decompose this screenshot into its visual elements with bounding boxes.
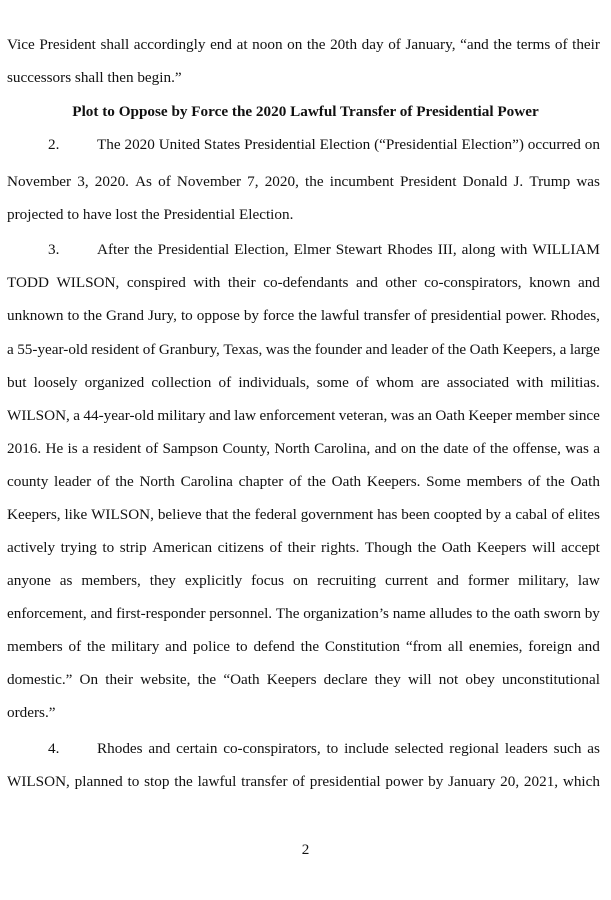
word: is xyxy=(67,440,78,457)
word: defend xyxy=(253,638,295,655)
word: WILSON, xyxy=(7,407,70,424)
word: of xyxy=(68,638,82,655)
word: that xyxy=(205,506,229,523)
word: 55-year-old xyxy=(17,341,88,358)
word: the xyxy=(292,341,312,358)
word: their xyxy=(572,36,600,53)
word: an xyxy=(417,407,432,424)
word: to xyxy=(476,605,488,622)
word: Election, xyxy=(234,241,289,258)
word: TODD xyxy=(7,274,49,291)
word: The xyxy=(275,605,300,622)
word: as xyxy=(59,572,73,589)
word: known xyxy=(529,274,571,291)
word: J. xyxy=(513,173,524,190)
word: resident xyxy=(93,440,142,457)
word: 2021, xyxy=(523,773,559,790)
word: County, xyxy=(222,440,271,457)
word: Keepers xyxy=(476,539,527,556)
word: President xyxy=(399,173,457,190)
word: on xyxy=(287,36,303,53)
word: On xyxy=(79,671,99,688)
word: with xyxy=(500,241,528,258)
word: other xyxy=(385,274,417,291)
word: accordingly xyxy=(133,36,206,53)
word: to xyxy=(102,539,115,556)
word: and xyxy=(208,407,231,424)
word: “Oath xyxy=(223,671,260,688)
body-line xyxy=(7,304,600,328)
section-heading: Plot to Oppose by Force the 2020 Lawful Transfer of Presidential Power xyxy=(72,103,539,120)
word: co-conspirators, xyxy=(424,274,522,291)
word: Jury, xyxy=(147,307,177,324)
word: by xyxy=(428,773,444,790)
word: actively xyxy=(7,539,56,556)
word: will xyxy=(531,539,556,556)
word: loosely xyxy=(33,374,78,391)
word: the xyxy=(306,36,326,53)
word: of xyxy=(527,473,541,490)
paragraph-number: 3. xyxy=(48,241,60,258)
word: United xyxy=(158,136,201,153)
word: oath xyxy=(513,605,541,622)
body-line xyxy=(7,170,600,194)
word: President xyxy=(39,36,96,53)
word: 44-year-old xyxy=(83,407,154,424)
word: Rhodes xyxy=(387,241,433,258)
word: by xyxy=(485,506,501,523)
word: by xyxy=(243,307,260,324)
word: a xyxy=(82,440,89,457)
word: name xyxy=(392,605,426,622)
word: of xyxy=(356,374,369,391)
word: since xyxy=(568,407,600,424)
word: as xyxy=(587,740,600,757)
word: been xyxy=(401,506,430,523)
word: organization’s xyxy=(303,605,389,622)
word: anyone xyxy=(7,572,51,589)
word: WILSON, xyxy=(91,506,154,523)
word: and xyxy=(577,274,600,291)
word: of xyxy=(158,173,171,190)
word: selected xyxy=(394,740,444,757)
word: Carolina, xyxy=(314,440,371,457)
word: such xyxy=(553,740,582,757)
word: a xyxy=(504,506,512,523)
word: Sampson xyxy=(162,440,219,457)
body-line xyxy=(7,437,600,461)
word: collection xyxy=(151,374,212,391)
word: the xyxy=(197,671,217,688)
word: cabal xyxy=(515,506,548,523)
word: The xyxy=(97,136,121,153)
word: WILSON, xyxy=(7,773,70,790)
word: of xyxy=(388,36,401,53)
word: conspired xyxy=(126,274,186,291)
word: to xyxy=(235,638,248,655)
body-line xyxy=(7,635,600,659)
body-line xyxy=(7,338,600,362)
word: end xyxy=(210,36,232,53)
body-line xyxy=(7,602,600,626)
word: declare xyxy=(323,671,368,688)
word: obey xyxy=(465,671,495,688)
word: a xyxy=(7,341,14,358)
word: of xyxy=(431,341,445,358)
word: Presidential xyxy=(157,241,230,258)
word: Texas, xyxy=(223,341,263,358)
word: shall xyxy=(100,36,130,53)
word: offense, xyxy=(512,440,561,457)
word: veteran, xyxy=(338,407,388,424)
word: the xyxy=(305,173,324,190)
word: law xyxy=(234,407,257,424)
word: transfer xyxy=(241,773,288,790)
word: 2020. xyxy=(94,173,129,190)
word: the xyxy=(546,473,565,490)
word: 2020 xyxy=(124,136,155,153)
word: Carolina xyxy=(180,473,233,490)
word: of xyxy=(414,307,427,324)
word: incumbent xyxy=(329,173,394,190)
word: a xyxy=(73,407,80,424)
word: January xyxy=(448,773,496,790)
word: along xyxy=(461,241,496,258)
word: Some xyxy=(426,473,461,490)
word: was xyxy=(576,173,600,190)
word: the xyxy=(115,473,134,490)
word: was xyxy=(565,440,589,457)
word: foreign xyxy=(528,638,573,655)
word: like xyxy=(64,506,88,523)
word: but xyxy=(7,374,27,391)
word: members xyxy=(466,473,523,490)
word: Keepers. xyxy=(366,473,421,490)
word: WILSON, xyxy=(56,274,120,291)
word: to xyxy=(67,307,80,324)
word: of xyxy=(554,36,568,53)
word: lawful xyxy=(197,773,237,790)
word: Keepers, xyxy=(502,341,557,358)
paragraph-number: 2. xyxy=(48,136,60,153)
word: the xyxy=(174,773,193,790)
word: some xyxy=(316,374,349,391)
word: Grand xyxy=(105,307,144,324)
word: to xyxy=(127,773,140,790)
word: co-conspirators, xyxy=(223,740,321,757)
word: on xyxy=(292,572,309,589)
word: North xyxy=(274,440,310,457)
word: which xyxy=(562,773,600,790)
word: 7, xyxy=(247,173,259,190)
word: was xyxy=(390,407,415,424)
word: States xyxy=(203,136,241,153)
word: Keepers xyxy=(266,671,317,688)
word: with xyxy=(516,374,544,391)
word: leader xyxy=(54,473,92,490)
body-line xyxy=(7,470,600,494)
word: members, xyxy=(81,572,141,589)
word: military, xyxy=(518,572,569,589)
word: Constitution xyxy=(324,638,401,655)
word: a xyxy=(593,440,600,457)
word: organized xyxy=(84,374,145,391)
word: Election xyxy=(319,136,371,153)
word: American xyxy=(152,539,213,556)
word: and xyxy=(365,341,388,358)
word: not xyxy=(438,671,459,688)
word: occurred xyxy=(527,136,581,153)
word: member xyxy=(515,407,566,424)
word: sworn xyxy=(543,605,581,622)
word: resident xyxy=(91,341,140,358)
word: the xyxy=(232,506,251,523)
word: county xyxy=(7,473,49,490)
word: elites xyxy=(567,506,600,523)
word: November xyxy=(7,173,72,190)
word: founder xyxy=(314,341,363,358)
word: Stewart xyxy=(335,241,383,258)
word: enemies, xyxy=(468,638,523,655)
word: are xyxy=(420,374,440,391)
word: stop xyxy=(144,773,170,790)
word: the xyxy=(83,307,102,324)
word: was xyxy=(265,341,290,358)
word: November xyxy=(176,173,242,190)
paragraph-first-line xyxy=(97,133,600,157)
word: and xyxy=(165,638,188,655)
word: unknown xyxy=(7,307,64,324)
word: of xyxy=(142,341,156,358)
word: law xyxy=(577,572,600,589)
word: by xyxy=(584,605,600,622)
word: Oath xyxy=(570,473,600,490)
word: Presidential xyxy=(244,136,316,153)
word: members xyxy=(7,638,63,655)
word: presidential xyxy=(309,773,381,790)
word: include xyxy=(344,740,389,757)
word: III, xyxy=(437,241,457,258)
word: leaders xyxy=(504,740,548,757)
word: Elmer xyxy=(293,241,331,258)
word: alludes xyxy=(429,605,473,622)
word: their xyxy=(105,671,134,688)
word: first-responder xyxy=(116,605,206,622)
word: and xyxy=(148,740,171,757)
word: believe xyxy=(157,506,202,523)
word: government xyxy=(300,506,374,523)
word: whom xyxy=(375,374,414,391)
word: unconstitutional xyxy=(502,671,600,688)
word: certain xyxy=(176,740,218,757)
word: Vice xyxy=(7,36,35,53)
word: Election”) xyxy=(461,136,524,153)
word: enforcement xyxy=(259,407,336,424)
word: Though xyxy=(364,539,413,556)
body-line xyxy=(7,668,600,692)
body-line xyxy=(7,503,600,527)
word: the xyxy=(420,440,439,457)
body-line: orders.” xyxy=(7,704,56,721)
word: the xyxy=(134,241,153,258)
word: has xyxy=(377,506,398,523)
word: to xyxy=(326,740,339,757)
word: oppose xyxy=(196,307,240,324)
body-line xyxy=(7,569,600,593)
word: former xyxy=(467,572,510,589)
word: the xyxy=(417,539,437,556)
body-line xyxy=(7,770,600,794)
word: Keeper xyxy=(468,407,513,424)
word: of xyxy=(551,506,564,523)
word: federal xyxy=(254,506,297,523)
paragraph-first-line xyxy=(97,737,600,761)
word: leader xyxy=(390,341,429,358)
word: will xyxy=(407,671,432,688)
word: 3, xyxy=(77,173,89,190)
word: personnel. xyxy=(209,605,273,622)
word: After xyxy=(97,241,130,258)
word: lawful xyxy=(320,307,360,324)
word: noon xyxy=(252,36,283,53)
word: As xyxy=(135,173,152,190)
word: the xyxy=(489,440,509,457)
word: strip xyxy=(119,539,147,556)
word: of xyxy=(269,539,283,556)
word: they xyxy=(374,671,401,688)
word: Oath xyxy=(469,341,500,358)
word: of xyxy=(145,440,159,457)
word: to xyxy=(180,307,193,324)
word: presidential xyxy=(430,307,502,324)
word: a xyxy=(559,341,567,358)
word: focus xyxy=(251,572,285,589)
word: on xyxy=(400,440,417,457)
word: trying xyxy=(60,539,97,556)
word: date xyxy=(443,440,469,457)
word: “and xyxy=(460,36,489,53)
word: and xyxy=(90,605,113,622)
word: 2020, xyxy=(264,173,299,190)
word: planned xyxy=(74,773,123,790)
word: the xyxy=(307,473,326,490)
word: accept xyxy=(561,539,600,556)
word: Oath xyxy=(441,539,472,556)
word: with xyxy=(193,274,221,291)
word: of xyxy=(218,374,232,391)
word: coopted xyxy=(433,506,482,523)
paragraph-first-line xyxy=(97,238,600,262)
word: citizens xyxy=(217,539,264,556)
word: militias. xyxy=(550,374,600,391)
word: (“Presidential xyxy=(374,136,458,153)
word: Rhodes, xyxy=(550,307,600,324)
word: the xyxy=(491,605,511,622)
word: 20th xyxy=(330,36,358,53)
body-line: successors shall then begin.” xyxy=(7,69,182,86)
word: recruiting xyxy=(317,572,377,589)
body-line: projected to have lost the Presidential Election. xyxy=(7,206,294,223)
word: their xyxy=(227,274,256,291)
word: website, xyxy=(140,671,191,688)
word: power. xyxy=(505,307,547,324)
word: He xyxy=(45,440,64,457)
word: large xyxy=(569,341,600,358)
word: associated xyxy=(446,374,510,391)
body-line xyxy=(7,271,600,295)
word: current xyxy=(385,572,429,589)
word: North xyxy=(139,473,175,490)
word: of xyxy=(96,473,110,490)
word: January, xyxy=(405,36,456,53)
word: the xyxy=(86,638,106,655)
word: the xyxy=(447,341,467,358)
word: “from xyxy=(405,638,443,655)
body-line xyxy=(7,33,600,57)
word: military xyxy=(111,638,160,655)
word: of xyxy=(472,440,486,457)
word: on xyxy=(584,136,600,153)
word: Rhodes xyxy=(97,740,143,757)
word: their xyxy=(287,539,316,556)
word: the xyxy=(298,307,317,324)
body-line xyxy=(7,404,600,428)
word: transfer xyxy=(363,307,411,324)
word: co-defendants xyxy=(263,274,349,291)
word: of xyxy=(292,773,305,790)
word: force xyxy=(263,307,295,324)
word: rights. xyxy=(320,539,360,556)
word: Trump xyxy=(529,173,571,190)
word: at xyxy=(236,36,248,53)
word: terms xyxy=(516,36,551,53)
word: and xyxy=(355,274,378,291)
word: they xyxy=(149,572,176,589)
word: of xyxy=(289,473,302,490)
word: and xyxy=(436,572,459,589)
word: Keepers, xyxy=(7,506,61,523)
word: all xyxy=(447,638,464,655)
word: the xyxy=(493,36,512,53)
word: Donald xyxy=(462,173,508,190)
paragraph-number: 4. xyxy=(48,740,60,757)
word: chapter xyxy=(238,473,284,490)
body-line xyxy=(7,371,600,395)
word: military xyxy=(157,407,206,424)
page-number: 2 xyxy=(301,841,310,858)
word: 2016. xyxy=(7,440,42,457)
word: power xyxy=(385,773,424,790)
body-line xyxy=(7,536,600,560)
word: the xyxy=(300,638,320,655)
word: and xyxy=(374,440,397,457)
word: police xyxy=(192,638,231,655)
word: and xyxy=(577,638,600,655)
word: Oath xyxy=(331,473,362,490)
word: WILLIAM xyxy=(532,241,600,258)
word: Granbury, xyxy=(158,341,220,358)
word: regional xyxy=(449,740,500,757)
word: domestic.” xyxy=(7,671,73,688)
word: Oath xyxy=(435,407,465,424)
word: 20, xyxy=(500,773,520,790)
word: enforcement, xyxy=(7,605,87,622)
word: explicitly xyxy=(184,572,243,589)
word: day xyxy=(361,36,384,53)
word: individuals, xyxy=(238,374,310,391)
